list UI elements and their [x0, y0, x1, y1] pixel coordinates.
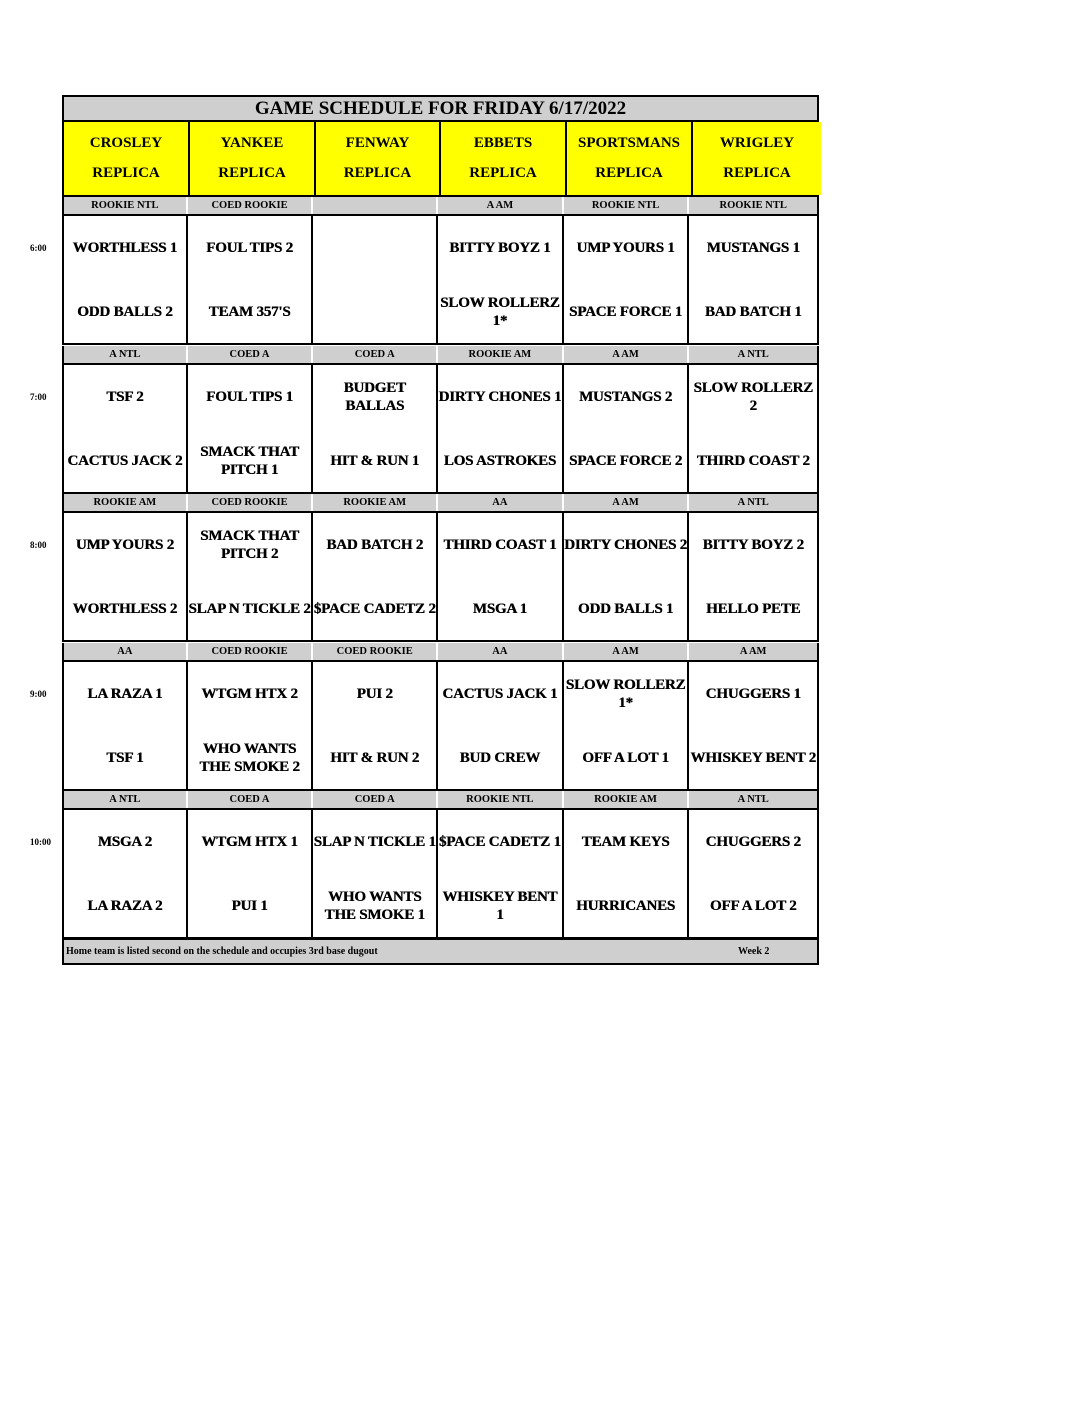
home-team: PUI 1	[231, 898, 268, 914]
game-cell	[313, 810, 438, 937]
game-cell	[438, 365, 564, 492]
home-team: WHISKEY BENT 1	[442, 889, 558, 923]
away-team: LA RAZA 1	[87, 685, 163, 702]
division-label: ROOKIE AM	[438, 346, 564, 363]
venue-subtitle: REPLICA	[343, 165, 412, 181]
game-cell	[564, 513, 690, 640]
game-cell	[188, 216, 314, 343]
game-cell	[564, 810, 690, 937]
away-team: CACTUS JACK 1	[442, 685, 558, 702]
game-cell	[689, 810, 817, 937]
division-label: A AM	[564, 346, 690, 363]
division-row	[62, 643, 819, 660]
away-team: BITTY BOYZ 1	[449, 240, 551, 256]
away-team: DIRTY CHONES 1	[438, 388, 562, 405]
venue-header	[441, 122, 567, 195]
away-team: SLOW ROLLERZ 2	[693, 379, 813, 414]
game-cell	[64, 365, 188, 492]
venue-header	[64, 122, 190, 195]
away-team: SLOW ROLLERZ 1*	[565, 676, 686, 711]
away-team: FOUL TIPS 2	[206, 240, 293, 256]
home-team: HIT & RUN 1	[330, 452, 420, 469]
game-cell	[64, 662, 188, 789]
time-label: 6:00	[30, 243, 47, 253]
home-team: WHISKEY BENT 2	[690, 749, 816, 766]
division-label: AA	[438, 643, 564, 660]
game-cell	[689, 662, 817, 789]
game-slot-row	[62, 214, 819, 345]
game-slot-row	[62, 511, 819, 642]
game-cell	[313, 216, 438, 343]
away-team: BAD BATCH 2	[326, 537, 424, 553]
venue-subtitle: REPLICA	[218, 165, 286, 181]
home-team: LA RAZA 2	[87, 898, 163, 914]
division-label: COED ROOKIE	[188, 643, 314, 660]
division-label: ROOKIE NTL	[438, 791, 564, 808]
division-label: A NTL	[737, 348, 769, 360]
home-team: WHO WANTS THE SMOKE 1	[324, 889, 425, 923]
venue-subtitle: REPLICA	[723, 165, 791, 181]
division-label: A NTL	[737, 794, 769, 805]
home-team: ODD BALLS 2	[77, 304, 173, 320]
division-label: A NTL	[64, 791, 188, 808]
home-team: CACTUS JACK 2	[67, 452, 183, 469]
division-label: COED ROOKIE	[313, 643, 438, 660]
away-team: DIRTY CHONES 2	[564, 537, 687, 553]
venue-header	[693, 122, 821, 195]
game-cell	[689, 513, 817, 640]
venue-header	[190, 122, 316, 195]
game-cell	[564, 662, 690, 789]
division-label: AA	[438, 494, 564, 511]
division-row	[62, 346, 819, 363]
division-label: A AM	[564, 643, 690, 660]
venue-subtitle: REPLICA	[595, 165, 663, 181]
home-team: $PACE CADETZ 2	[313, 601, 436, 617]
game-cell	[438, 810, 564, 937]
division-label: ROOKIE AM	[564, 791, 690, 808]
game-cell	[64, 810, 188, 937]
division-label: AA	[64, 643, 188, 660]
home-team: WORTHLESS 2	[72, 601, 178, 617]
time-label: 7:00	[30, 391, 47, 402]
away-team: MSGA 2	[97, 834, 152, 850]
venue-header-row	[62, 122, 819, 197]
game-cell	[188, 513, 314, 640]
venue-name: EBBETS	[473, 135, 533, 151]
home-team: OFF A LOT 1	[582, 749, 669, 766]
game-cell	[689, 216, 817, 343]
away-team: BUDGET BALLAS	[343, 379, 406, 414]
game-slot-row	[62, 808, 819, 939]
division-label: A AM	[739, 645, 767, 657]
home-team: LOS ASTROKES	[443, 452, 556, 469]
home-team: TEAM 357'S	[208, 304, 291, 320]
game-cell	[689, 365, 817, 492]
away-team: MUSTANGS 2	[578, 388, 673, 405]
venue-name: YANKEE	[220, 135, 284, 151]
schedule-title: GAME SCHEDULE FOR FRIDAY 6/17/2022	[62, 95, 819, 122]
home-team: SPACE FORCE 2	[569, 452, 682, 469]
division-label: ROOKIE AM	[64, 494, 188, 511]
game-cell	[438, 216, 564, 343]
venue-name: CROSLEY	[89, 135, 163, 151]
home-team: HURRICANES	[576, 898, 675, 914]
venue-name: SPORTSMANS	[578, 135, 680, 151]
time-label: 9:00	[30, 688, 47, 699]
away-team: FOUL TIPS 1	[206, 388, 293, 405]
week-label: Week 2	[738, 945, 770, 957]
division-row	[62, 494, 819, 511]
division-label: COED A	[188, 791, 314, 808]
game-cell	[188, 365, 314, 492]
venue-name: WRIGLEY	[719, 135, 795, 151]
home-team: TSF 1	[106, 749, 144, 766]
away-team: THIRD COAST 1	[443, 537, 557, 553]
game-cell	[313, 365, 438, 492]
game-slot-row	[62, 363, 819, 494]
division-row	[62, 791, 819, 808]
home-team: MSGA 1	[472, 601, 527, 617]
division-label: ROOKIE NTL	[64, 197, 188, 214]
division-label: COED ROOKIE	[188, 197, 314, 214]
venue-name: FENWAY	[345, 135, 410, 151]
division-label: COED ROOKIE	[188, 494, 314, 511]
home-team: BAD BATCH 1	[704, 304, 802, 320]
time-label: 10:00	[30, 837, 51, 847]
venue-header	[316, 122, 441, 195]
game-cell	[188, 662, 314, 789]
venue-header	[567, 122, 693, 195]
game-cell	[564, 216, 690, 343]
away-team: UMP YOURS 1	[576, 240, 675, 256]
away-team: MUSTANGS 1	[706, 240, 800, 256]
venue-subtitle: REPLICA	[92, 165, 160, 181]
away-team: CHUGGERS 2	[705, 834, 801, 850]
home-team: SPACE FORCE 1	[569, 304, 682, 320]
division-label: COED A	[313, 791, 438, 808]
away-team: SLAP N TICKLE 1	[313, 834, 436, 850]
time-label: 8:00	[30, 540, 47, 550]
home-team: BUD CREW	[459, 749, 541, 766]
away-team: WTGM HTX 1	[201, 834, 298, 850]
home-team: SLOW ROLLERZ 1*	[440, 295, 560, 329]
away-team: PUI 2	[356, 685, 393, 702]
away-team: WORTHLESS 1	[72, 240, 178, 256]
home-team: SLAP N TICKLE 2	[188, 601, 311, 617]
division-label: ROOKIE NTL	[719, 200, 787, 211]
home-team: HELLO PETE	[706, 601, 801, 617]
division-label: ROOKIE AM	[313, 494, 438, 511]
away-team: TSF 2	[106, 388, 144, 405]
away-team: $PACE CADETZ 1	[438, 834, 561, 850]
division-label: COED A	[313, 346, 438, 363]
home-team: SMACK THAT PITCH 1	[200, 443, 299, 478]
division-label: A NTL	[737, 497, 769, 508]
venue-subtitle: REPLICA	[469, 165, 537, 181]
away-team: WTGM HTX 2	[201, 685, 298, 702]
away-team: TEAM KEYS	[581, 834, 670, 850]
away-team: SMACK THAT PITCH 2	[200, 528, 299, 562]
footer-bar	[62, 938, 819, 965]
away-team: CHUGGERS 1	[705, 685, 801, 702]
away-team: UMP YOURS 2	[75, 537, 174, 553]
game-cell	[564, 365, 690, 492]
game-cell	[313, 513, 438, 640]
game-cell	[64, 513, 188, 640]
home-team: THIRD COAST 2	[696, 452, 810, 469]
division-label	[313, 197, 438, 214]
home-team: HIT & RUN 2	[330, 749, 420, 766]
game-cell	[313, 662, 438, 789]
home-team: OFF A LOT 2	[709, 898, 797, 914]
game-slot-row	[62, 660, 819, 791]
division-label: A AM	[564, 494, 690, 511]
division-label: COED A	[188, 346, 314, 363]
game-cell	[438, 513, 564, 640]
division-label: A AM	[438, 197, 564, 214]
home-team	[313, 286, 436, 338]
home-team: ODD BALLS 1	[577, 601, 674, 617]
away-team	[313, 222, 436, 274]
game-cell	[188, 810, 314, 937]
division-label: ROOKIE NTL	[564, 197, 690, 214]
away-team: BITTY BOYZ 2	[702, 537, 804, 553]
footer-note: Home team is listed second on the schedule and occupies 3rd base dugout	[66, 945, 378, 957]
game-cell	[64, 216, 188, 343]
home-team: WHO WANTS THE SMOKE 2	[199, 740, 300, 775]
game-cell	[438, 662, 564, 789]
division-label: A NTL	[64, 346, 188, 363]
division-row	[62, 197, 819, 214]
